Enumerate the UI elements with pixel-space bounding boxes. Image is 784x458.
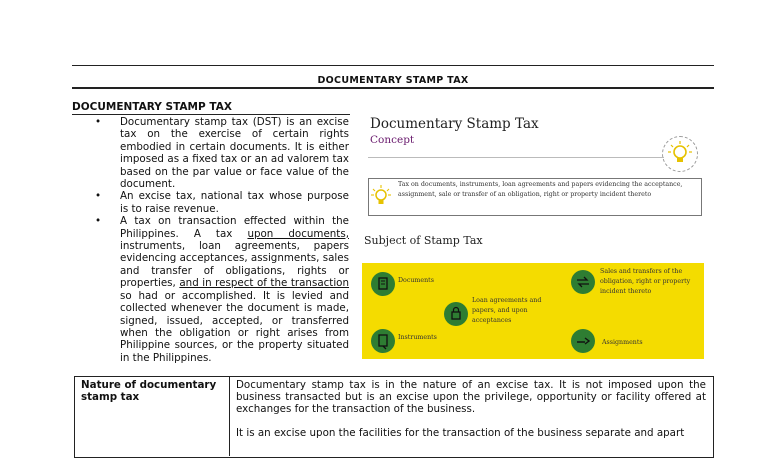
table-label-cell: Nature of documentary stamp tax [81,379,217,403]
concept-subtitle: Concept [370,134,415,146]
top-rule [72,65,714,66]
table-divider [229,376,230,456]
bullet-item: • A tax on transaction effected within the Philippines. A tax upon documents, instruments, loan agreements, papers evidencing acceptances, assignments, sales and transfer of obligations, rights or properties, and in respect of the transaction so had or accomplished. It is levied and collected whenever the document is made, signed, issued, accepted, or transferred when the obligation or right arises from Philippine sources, or the property situated in the Philippines. [95,215,349,364]
instruments-icon [371,329,395,353]
item-instruments: Instruments [398,334,437,341]
assignments-icon [571,329,595,353]
item-assignments: Assignments [602,339,643,346]
lightbulb-icon [663,137,697,171]
table-content-cell [236,379,706,451]
subject-panel [362,263,704,359]
section-heading: DOCUMENTARY STAMP TAX [72,101,350,115]
concept-title: Documentary Stamp Tax [370,116,539,132]
loan-agreements-icon [444,302,468,326]
definition-text: Tax on documents, instruments, loan agreements and papers evidencing the acceptance, assignment, sale or transfer of an obligation, right or property incident thereto [398,181,683,198]
bullet-item: • An excise tax, national tax whose purpose is to raise revenue. [95,190,349,215]
title-rule [72,87,714,89]
lightbulb-icon [370,184,392,208]
sales-transfers-icon [571,270,595,294]
document-title: DOCUMENTARY STAMP TAX [317,75,469,86]
table-paragraph: Documentary stamp tax is in the nature of an excise tax. It is not imposed upon the business transacted but is an excise upon the privilege, opportunity or facility offered at exchanges for the transaction of the business. [236,379,706,415]
item-documents: Documents [398,277,434,284]
bullet-list [95,116,349,364]
bullet-item: • Documentary stamp tax (DST) is an excise tax on the exercise of certain rights embodied in certain documents. It is either imposed as a fixed tax or an ad valorem tax based on the par value or face value of the document. [95,116,349,190]
subject-heading: Subject of Stamp Tax [364,234,483,247]
table-paragraph: It is an excise upon the facilities for the transaction of the business separate and apart [236,427,685,439]
divider [368,157,664,158]
item-loan-agreements: Loan agreements and papers, and upon acceptances [472,297,542,324]
item-sales-transfers: Sales and transfers of the obligation, right or property incident thereto [600,268,691,295]
lightbulb-badge [662,136,698,172]
documents-icon [371,272,395,296]
concept-image [362,110,704,360]
